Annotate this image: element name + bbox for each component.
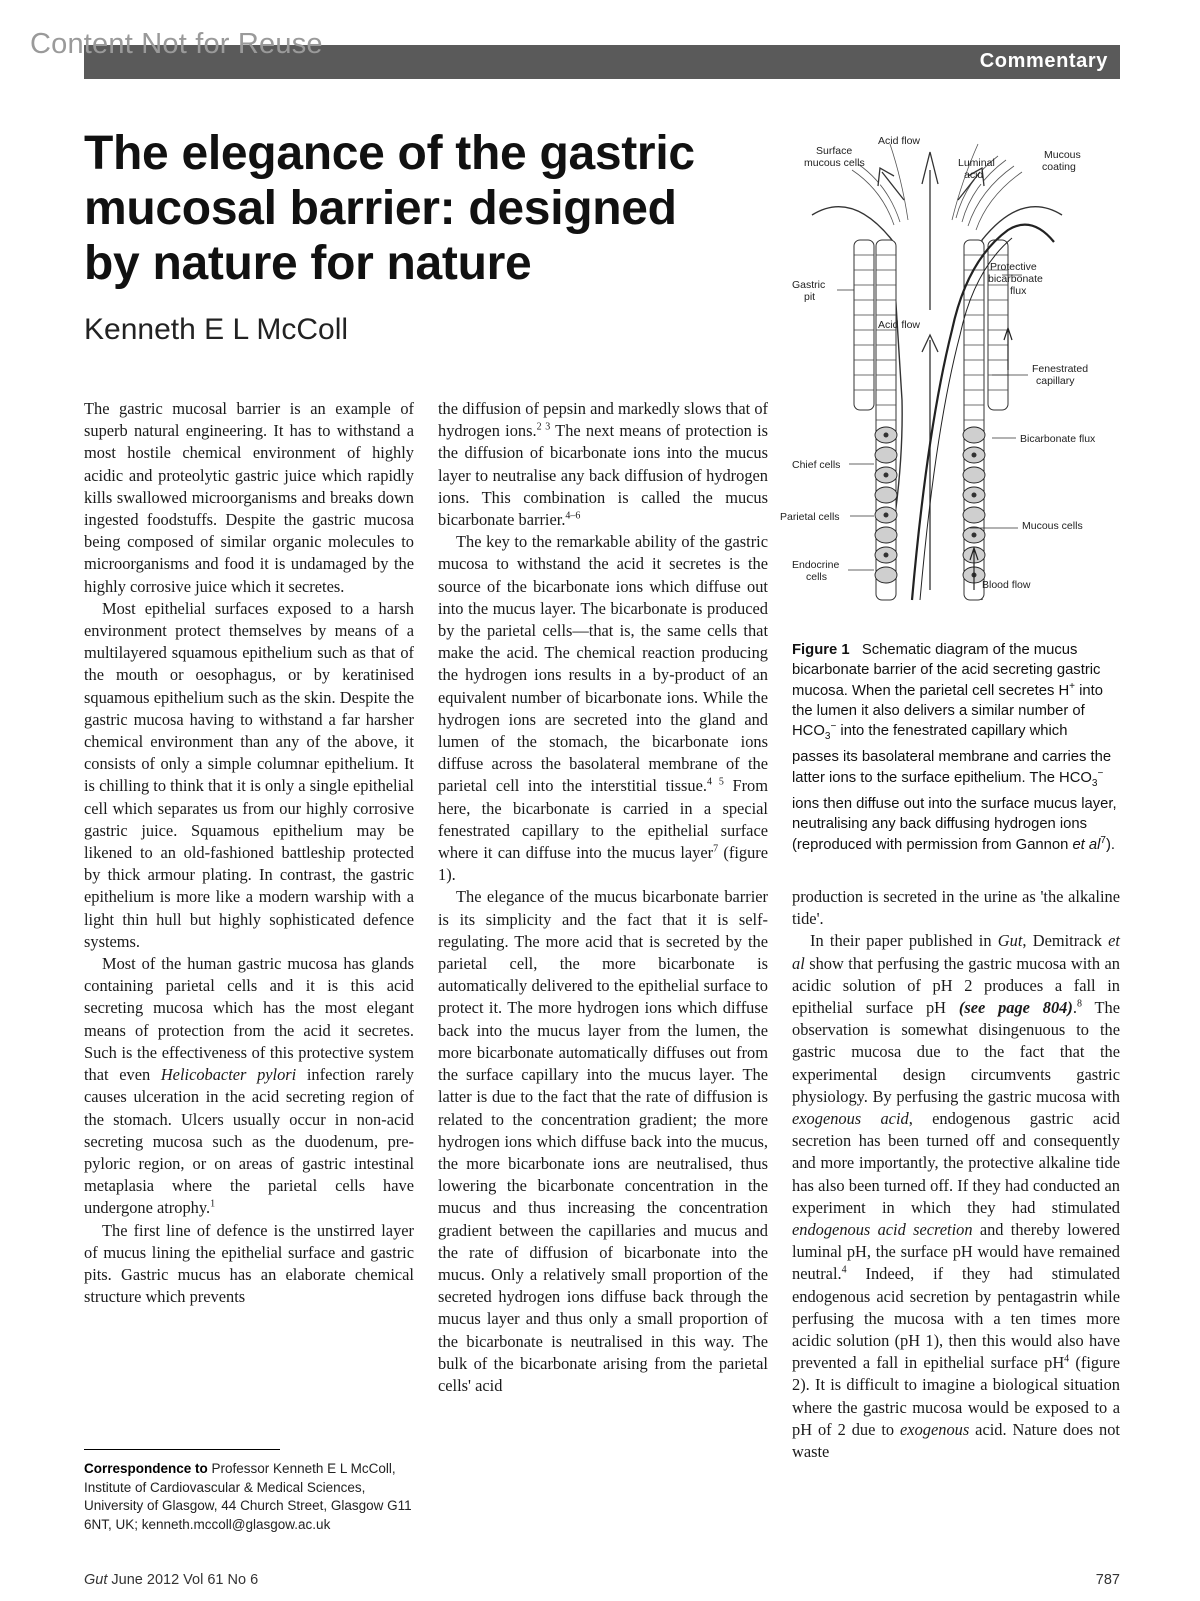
figure-1-diagram [780, 130, 1120, 632]
label-acid-flow-top: Acid flow [878, 135, 921, 147]
paragraph: Most of the human gastric mucosa has glands containing parietal cells and it is this acid secreting mucosa which has the most elegant means of protection from the acid it secretes. Such is the effectiveness of this protective system that even Helicobacter pylori infection rarely causes ulceration in the acid secreting region of the stomach. Ulcers usually occur in non-acid secreting mucosa such as the duodenum, pre-pyloric region, or on areas of gastric intestinal metaplasia where the parietal cells have undergone atrophy.$^1$ [84, 954, 415, 1218]
paragraph: The first line of defence is the unstirred layer of mucus lining the epithelial surface and gastric pits. Gastric mucus has an elaborate chemical structure which prevents [84, 1220, 414, 1307]
article-title: The elegance of the gastric mucosal barrier: designed by nature for nature [84, 127, 695, 290]
page-reference: (see page 804) [958, 998, 1073, 1018]
paragraph: production is secreted in the urine as 'the alkaline tide'. [792, 887, 1120, 929]
page-number: 787 [1095, 1572, 1120, 1588]
label-fenestrated-capillary-2: capillary [1036, 375, 1075, 387]
label-gastric-pit: Gastric [792, 279, 826, 291]
label-mucous-coating: Mucous [1044, 149, 1081, 161]
label-blood-flow: Blood flow [982, 579, 1031, 591]
label-bicarbonate-flux: Bicarbonate flux [1020, 433, 1096, 445]
section-label: Commentary [979, 50, 1108, 72]
watermark-text: Content Not for Reuse [30, 28, 323, 60]
paragraph: The elegance of the mucus bicarbonate barrier is its simplicity and the fact that it is self-regulating. The more acid that is secreted by the parietal cell, the more bicarbonate is automatically delivered to the epithelial surface to protect it. The more hydrogen ions which diffuse back into the mucus layer from the lumen, the more bicarbonate automatically diffuses out from the surface capillary into the mucus layer. The latter is due to the fact that the rate of diffusion is related to the concentration gradient; the more hydrogen ions which diffuse back into the mucus, the more bicarbonate ions are neutralised, thus lowering the bicarbonate concentration in the mucus and thus increasing the concentration gradient between the capillaries and mucus and the rate of diffusion of bicarbonate into the mucus. Only a relatively small proportion of the secreted hydrogen ions diffuse back through the mucus layer and thus only a small proportion of the bicarbonate is neutralised in this way. The bulk of the bicarbonate arising from the parietal cells' acid [438, 887, 768, 1395]
label-protective-flux-3: flux [1010, 285, 1027, 297]
paragraph: the diffusion of pepsin and markedly slows that of hydrogen ions.$^{2 3}$ The next means of protection is the diffusion of bicarbonate ions into the mucus layer to neutralise any back diffusion of hydrogen ions. This combination is called the mucus bicarbonate barrier.$^{4-6}$ [438, 399, 769, 530]
reference-marker: 7 [713, 843, 719, 855]
label-endocrine-cells: Endocrine [792, 559, 840, 571]
label-surface-mucous-2: mucous cells [804, 157, 865, 169]
label-mucous-cells: Mucous cells [1022, 520, 1083, 532]
label-fenestrated-capillary: Fenestrated [1032, 363, 1089, 375]
paragraph: The key to the remarkable ability of the gastric mucosa to withstand the acid it secretes is the source of the bicarbonate ions which diffuse out into the mucus layer. The bicarbonate is produced by the parietal cells—that is, the same cells that make the acid. The chemical reaction producing the hydrogen ions results in a by-product of an equivalent number of bicarbonate ions. While the hydrogen ions are secreted into the gland and lumen of the stomach, the bicarbonate ions diffuse across the basolateral membrane of the parietal cell into the interstitial tissue.$^{4 5}$ From here, the bicarbonate is carried in a special fenestrated capillary to the epithelial surface where it can diffuse into the mucus layer$^7$ (figure 1). [438, 532, 768, 885]
label-protective-flux: Protective [990, 261, 1037, 273]
label-luminal-acid-2: acid [964, 169, 984, 181]
paragraph: In their paper published in Gut, Demitrack et al show that perfusing the gastric mucosa with an acidic solution of pH 2 produces a fall in epithelial surface pH (see page 804).$^8$ The observation is somewhat disingenuous to the gastric mucosa due to the fact that the experimental design circumvents gastric physiology. By perfusing the gastric mucosa with exogenous acid, endogenous gastric acid secretion has been turned off and consequently and more importantly, the protective alkaline tide has also been turned off. If they had conducted an experiment in which they had stimulated endogenous acid secretion and thereby lowered luminal pH, the surface pH would have remained neutral.$^4$ Indeed, if they had stimulated endogenous acid secretion by pentagastrin while perfusing the mucosa with a ten times more acidic solution (pH 1), then this would also have prevented a fall in epithelial surface $pH^4$ (figure 2). It is difficult to imagine a biological situation where the gastric mucosa would be exposed to a pH of 2 due to exogenous acid. Nature does not waste [792, 931, 1120, 1462]
reference-marker: 2 3 [536, 421, 551, 433]
journal-citation: Gut June 2012 Vol 61 No 6 [84, 1572, 259, 1588]
species-name: Helicobacter pylori [160, 1065, 297, 1085]
reference-marker: 4 5 [706, 776, 724, 788]
reference-marker: 8 [1076, 998, 1082, 1010]
footnote-divider [84, 1449, 280, 1450]
label-mucous-coating-2: coating [1042, 161, 1076, 173]
label-parietal-cells: Parietal cells [780, 511, 840, 523]
label-chief-cells: Chief cells [792, 459, 841, 471]
label-protective-flux-2: bicarbonate [988, 273, 1043, 285]
reference-marker: 4 [841, 1264, 847, 1276]
body-column-2 [438, 398, 768, 1397]
label-luminal-acid: Luminal [958, 157, 995, 169]
reference-marker: 4 [1064, 1353, 1070, 1365]
label-endocrine-cells-2: cells [806, 571, 828, 583]
label-gastric-pit-2: pit [804, 291, 816, 303]
reference-marker: 1 [210, 1198, 216, 1210]
label-acid-flow-mid: Acid flow [878, 319, 921, 331]
figure-1-caption: Figure 1 Schematic diagram of the mucus bicarbonate barrier of the acid secreting gastric mucosa. When the parietal cell secretes H+ into the lumen it also delivers a similar number of $HCO_3^-$ into the fenestrated capillary which passes its basolateral membrane and carries the latter ions to the surface epithelium. The $HCO_3^-$ ions then diffuse out into the surface mucus layer, neutralising any back diffusing hydrogen ions (reproduced with permission from Gannon et $al^7$). [792, 642, 1117, 853]
correspondence-note: Correspondence to Professor Kenneth E L McColl, Institute of Cardiovascular & Medical Sciences, University of Glasgow, 44 Church Street, Glasgow G11 6NT, UK; kenneth.mccoll@glasgow.ac.uk [84, 1461, 412, 1532]
paragraph: Most epithelial surfaces exposed to a harsh environment protect themselves by means of a multilayered squamous epithelium such as that of the mouth or oesophagus, or by keratinised squamous epithelium such as the skin. Despite the gastric mucosa having to withstand a far harsher chemical environment than any of the above, it consists of only a simple columnar epithelium. It is chilling to think that it is only a single epithelial cell which separates us from our highly corrosive gastric juice. Squamous epithelium may be likened to an old-fashioned battleship protected by thick armour plating. In contrast, the gastric epithelium is more like a modern warship with a light thin hull but highly sophisticated defence systems. [84, 598, 414, 951]
label-surface-mucous: Surface [816, 145, 853, 157]
paragraph: The gastric mucosal barrier is an example of superb natural engineering. It has to withstand a most hostile chemical environment of highly acidic and proteolytic gastric juice which rapidly kills swallowed microorganisms and breaks down ingested foodstuffs. Despite the gastric mucosa being composed of similar organic molecules to microorganisms and food it is undamaged by the highly corrosive juice which it secretes. [84, 399, 414, 596]
body-column-1 [84, 398, 414, 1308]
body-column-3 [792, 886, 1120, 1463]
reference-marker: 4–6 [565, 510, 581, 522]
article-author: Kenneth E L McColl [84, 313, 349, 346]
figure-label: Figure 1 [792, 642, 850, 658]
